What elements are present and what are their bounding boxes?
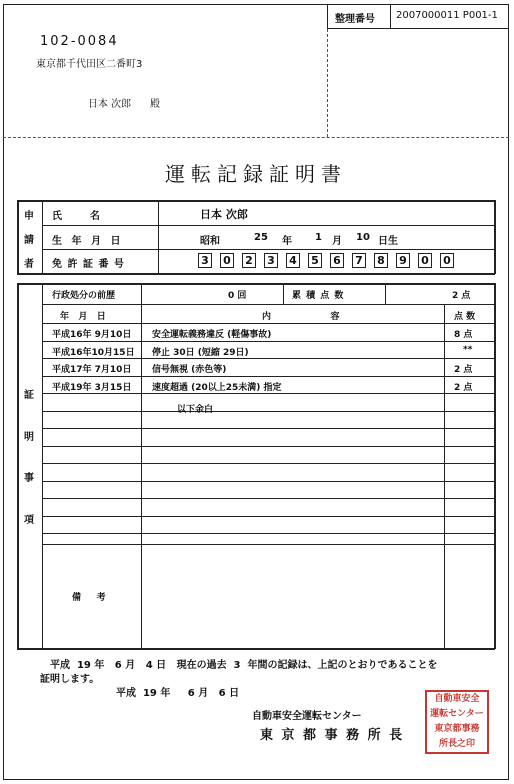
entry-date: 平成16年 9月10日: [52, 330, 132, 340]
seal-text-line: 自動車安全: [434, 694, 480, 704]
issuer-organization: 自動車安全運転センター: [252, 711, 362, 722]
table-row-rule: [42, 428, 495, 429]
table-row-rule: [42, 533, 495, 534]
record-label-4: 項: [24, 515, 34, 526]
table-row-rule: [42, 498, 495, 499]
recipient-name: 日本 次郎: [88, 99, 132, 110]
entry-content: 速度超過 (20以上25未満) 指定: [152, 383, 282, 393]
issue-date: 平成 19 年 6 月 6 日: [116, 688, 240, 699]
entry-content: 安全運転義務違反 (軽傷事故): [152, 330, 272, 340]
postal-code: 102-0084: [40, 34, 119, 49]
address-line: 東京都千代田区二番町3: [36, 59, 143, 70]
seal-text-line: 運転センター: [430, 709, 484, 719]
official-seal-stamp: [425, 690, 489, 754]
table-row-rule: [42, 516, 495, 517]
remarks-label: 備 考: [72, 593, 106, 603]
table-row-rule: [42, 376, 495, 377]
prior-disposition-count: 0 回: [228, 291, 247, 301]
table-row-rule: [42, 358, 495, 359]
license-digit: 0: [440, 253, 454, 268]
seal-text-line: 所長之印: [438, 739, 475, 749]
entry-points: 8 点: [454, 330, 473, 340]
applicant-label-3: 者: [24, 259, 34, 270]
end-of-entries-note: 以下余白: [177, 405, 214, 415]
license-digit: 3: [198, 253, 212, 268]
table-row-rule: [42, 481, 495, 482]
recipient-honorific: 殿: [150, 99, 160, 110]
fold-line-vertical: [327, 29, 328, 137]
entry-points: 2 点: [454, 365, 473, 375]
record-label-3: 事: [24, 473, 34, 484]
dob-era: 昭和: [200, 236, 220, 247]
license-digit: 4: [286, 253, 300, 268]
table-row-rule: [42, 463, 495, 464]
dob-suffix: 日生: [378, 236, 398, 247]
license-digit: 9: [396, 253, 410, 268]
control-number-value: 2007000011 P001-1: [396, 10, 498, 21]
license-digit: 6: [330, 253, 344, 268]
license-digit: 2: [242, 253, 256, 268]
applicant-name: 日本 次郎: [200, 208, 248, 221]
certification-statement: 平成 19 年 6 月 4 日 現在の過去 3 年間の記録は、上記のとおりであることを: [50, 660, 438, 671]
dob-month-unit: 月: [332, 236, 342, 247]
license-digit: 0: [220, 253, 234, 268]
license-label: 免 許 証 番 号: [52, 259, 125, 270]
dob-label: 生 年 月 日: [52, 236, 124, 247]
table-row-rule: [42, 341, 495, 342]
entry-date: 平成17年 7月10日: [52, 365, 132, 375]
cumulative-points-label: 累 積 点 数: [292, 291, 345, 301]
table-row-rule: [42, 446, 495, 447]
column-content-header: 内 容: [262, 312, 340, 322]
license-digit: 3: [264, 253, 278, 268]
entry-date: 平成19年 3月15日: [52, 383, 132, 393]
license-digit: 7: [352, 253, 366, 268]
entry-points: 2 点: [454, 383, 473, 393]
applicant-label-1: 申: [24, 211, 34, 222]
issuer-office: 東 京 都 事 務 所 長: [260, 728, 405, 743]
table-row-rule: [42, 411, 495, 412]
fold-line-horizontal: [3, 137, 509, 138]
dob-day: 10: [356, 232, 370, 243]
entry-points: **: [463, 345, 473, 355]
column-date-header: 年 月 日: [60, 312, 106, 322]
control-number-label: 整理番号: [335, 14, 375, 25]
entry-content: 信号無視 (赤色等): [152, 365, 227, 375]
name-label: 氏 名: [52, 211, 100, 222]
license-digit: 5: [308, 253, 322, 268]
entry-date: 平成16年10月15日: [52, 348, 135, 358]
dob-year-unit: 年: [282, 236, 292, 247]
cumulative-points-value: 2 点: [452, 291, 471, 301]
certification-statement-end: 証明します。: [40, 674, 100, 685]
entry-content: 停止 30日 (短縮 29日): [152, 348, 249, 358]
record-label-2: 明: [24, 432, 34, 443]
column-points-header: 点 数: [454, 312, 476, 322]
record-label-1: 証: [24, 390, 34, 401]
license-digit: 0: [418, 253, 432, 268]
seal-text-line: 東京都事務: [434, 724, 480, 734]
dob-month: 1: [315, 232, 322, 243]
license-digit: 8: [374, 253, 388, 268]
table-row-rule: [42, 393, 495, 394]
document-title: 運転記録証明書: [165, 162, 347, 186]
prior-disposition-label: 行政処分の前歴: [52, 291, 116, 301]
applicant-label-2: 請: [24, 235, 34, 246]
dob-year: 25: [254, 232, 268, 243]
